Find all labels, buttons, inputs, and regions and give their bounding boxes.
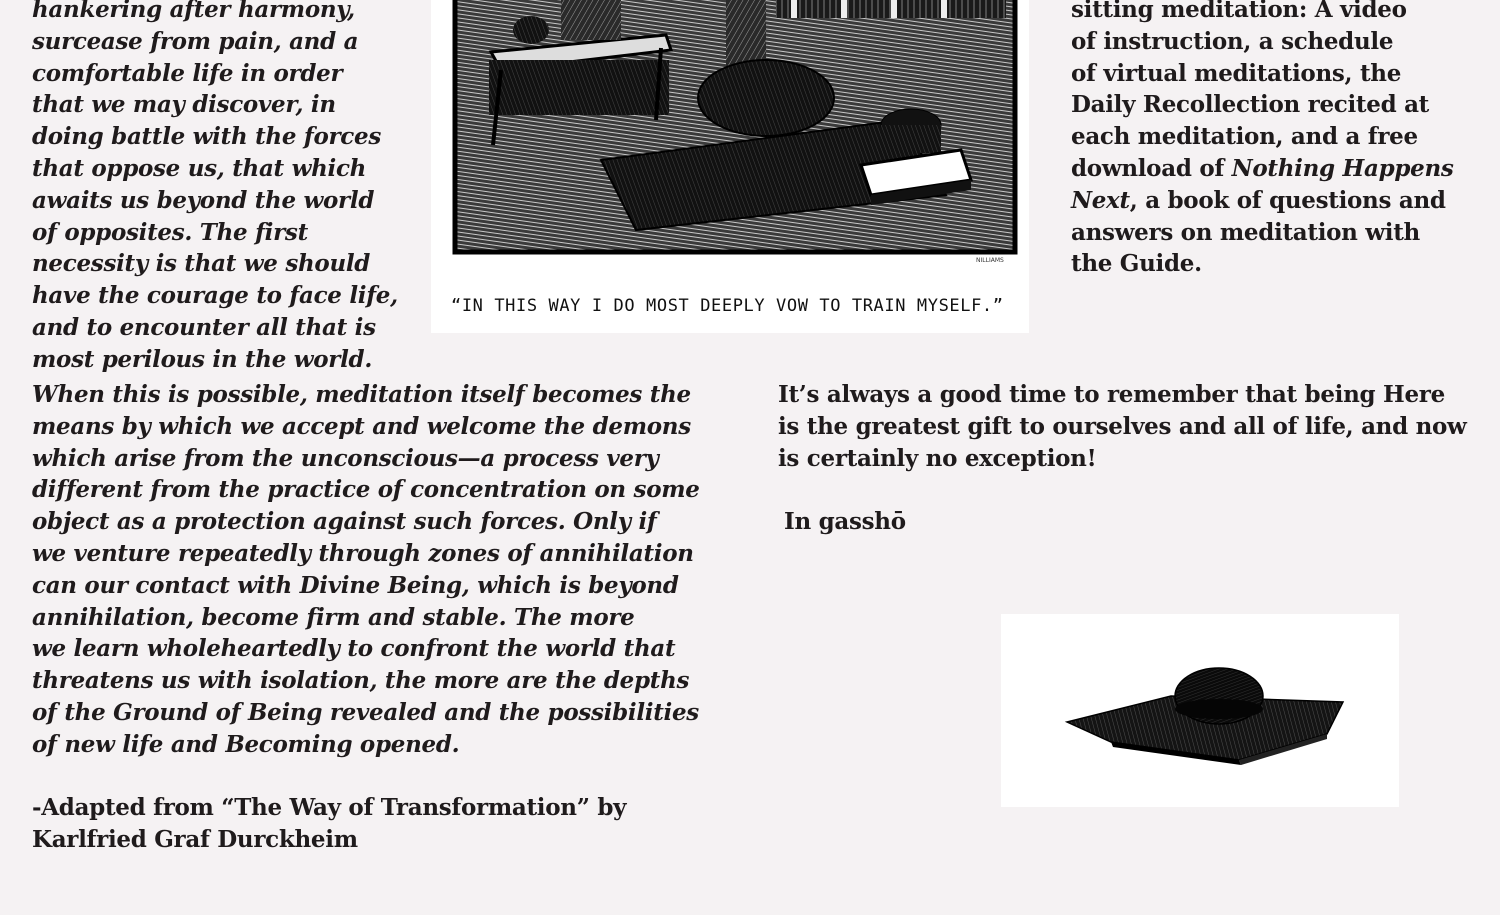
quote-line: object as a protection against such forces. Only if — [32, 508, 657, 536]
attribution-line: Karlfried Graf Durckheim — [32, 825, 358, 853]
quote-line: that we may discover, in — [32, 91, 336, 119]
quote-line: we learn wholeheartedly to confront the world that — [32, 635, 676, 663]
quote-line: annihilation, become firm and stable. The more — [32, 603, 635, 631]
quote-line: When this is possible, meditation itself becomes the — [32, 381, 691, 408]
resources-line: of instruction, a schedule — [1071, 27, 1394, 55]
quote-line: means by which we accept and welcome the demons — [32, 412, 691, 440]
quote-line: of opposites. The first — [32, 218, 308, 246]
quote-continuation — [32, 379, 712, 761]
quote-line: and to encounter all that is — [32, 313, 376, 341]
cushion-drawing — [1001, 614, 1399, 807]
resources-line: Daily Recollection recited at — [1071, 91, 1429, 119]
quote-line: of new life and Becoming opened. — [32, 730, 460, 758]
quote-line: have the courage to face life, — [32, 282, 398, 310]
closing-line: It’s always a good time to remember that being Here — [778, 381, 1445, 408]
book-title: Next — [1071, 186, 1130, 214]
resources-line: each meditation, and a free — [1071, 123, 1418, 151]
attribution-line: -Adapted from “The Way of Transformation” by — [32, 794, 627, 821]
resources-line: the Guide. — [1071, 250, 1202, 278]
quote-line: that oppose us, that which — [32, 154, 367, 182]
artist-signature: NILLIAMS — [976, 257, 1004, 264]
closing-line: is certainly no exception! — [778, 444, 1097, 472]
quote-line: of the Ground of Being revealed and the possibilities — [32, 698, 699, 726]
quote-attribution — [32, 792, 626, 856]
signoff: In gasshō — [784, 508, 906, 535]
resources-text: download of — [1071, 154, 1232, 182]
quote-line: hankering after harmony, — [32, 0, 355, 23]
resources-line — [1071, 185, 1491, 217]
resources-line: answers on meditation with — [1071, 218, 1420, 246]
resources-line: sitting meditation: A video — [1071, 0, 1407, 23]
quote-line: awaits us beyond the world — [32, 186, 375, 214]
closing-line: is the greatest gift to ourselves and all of life, and now — [778, 412, 1467, 440]
quote-line: can our contact with Divine Being, which is beyond — [32, 571, 679, 599]
quote-line: most perilous in the world. — [32, 345, 373, 373]
resources-paragraph — [1071, 0, 1491, 280]
cushion-illustration — [1001, 614, 1399, 807]
quote-column-left — [32, 0, 398, 376]
illustration-caption: “IN THIS WAY I DO MOST DEEPLY VOW TO TRAIN MYSELF.” — [451, 296, 1004, 316]
quote-line: comfortable life in order — [32, 59, 343, 87]
closing-paragraph — [778, 379, 1478, 474]
resources-line — [1071, 153, 1491, 185]
quote-line: different from the practice of concentration on some — [32, 476, 700, 504]
quote-line: doing battle with the forces — [32, 123, 381, 151]
quote-line: necessity is that we should — [32, 250, 371, 278]
resources-text: , a book of questions and — [1129, 186, 1446, 214]
quote-line: threatens us with isolation, the more are the depths — [32, 667, 690, 695]
meditation-hall-illustration — [431, 0, 1029, 333]
meditation-hall-drawing — [431, 0, 1029, 333]
quote-line: surcease from pain, and a — [32, 27, 359, 55]
resources-line: of virtual meditations, the — [1071, 59, 1402, 87]
book-title: Nothing Happens — [1231, 154, 1454, 182]
quote-line: which arise from the unconscious—a process very — [32, 444, 659, 472]
quote-line: we venture repeatedly through zones of annihilation — [32, 539, 694, 567]
